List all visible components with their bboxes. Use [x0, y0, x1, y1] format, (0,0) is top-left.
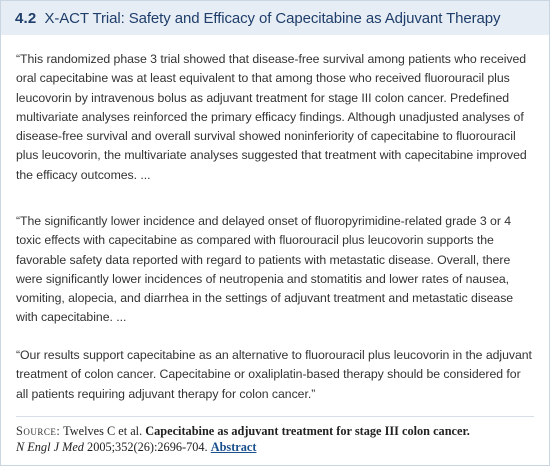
- source-journal: N Engl J Med: [16, 439, 84, 454]
- source-label: Source:: [16, 424, 61, 438]
- quote-paragraph-3: “Our results support capecitabine as an alternative to fluorouracil plus leucovorin in the adjuvant treatment of colon cancer. Capecitabine or oxaliplatin-based therapy should be considered for all patients requiring adjuvant therapy for colon cancer.”: [16, 348, 532, 401]
- source-authors: Twelves C et al.: [63, 424, 143, 438]
- source-citation: [16, 424, 536, 455]
- quote-paragraph-2: “The significantly lower incidence and delayed onset of fluoropyrimidine-related grade 3 or 4 toxic effects with capecitabine as compared with fluorouracil plus leucovorin supports the favorable safety data reported with regard to patients with metastatic disease. Overall, there were significantly lower incidences of neutropenia and stomatitis and lower rates of nausea, vomiting, alopecia, and diarrhea in the settings of adjuvant treatment and metastatic disease with capecitabine. ...: [16, 214, 514, 325]
- source-divider: [16, 416, 534, 417]
- box-header: [1, 1, 549, 35]
- source-article-title: Capecitabine as adjuvant treatment for stage III colon cancer.: [145, 424, 470, 438]
- section-number: 4.2: [15, 9, 37, 27]
- source-citation-detail: 2005;352(26):2696-704.: [87, 439, 208, 454]
- quote-paragraph-1: “This randomized phase 3 trial showed that disease-free survival among patients who received oral capecitabine was at least equivalent to that among those who received fluorouracil plus leucovorin by intravenous bolus as adjuvant treatment for stage III colon cancer. Predefined multivariate analyses reinforced the primary efficacy findings. Although unadjusted analyses of disease-free survival and overall survival showed noninferiority of capecitabine to fluorouracil plus leucovorin, the multivariate analyses suggested that treatment with capecitabine improved the efficacy outcomes. ...: [16, 52, 527, 182]
- abstract-link[interactable]: Abstract: [210, 439, 257, 454]
- box-title: X-ACT Trial: Safety and Efficacy of Capecitabine as Adjuvant Therapy: [44, 9, 501, 27]
